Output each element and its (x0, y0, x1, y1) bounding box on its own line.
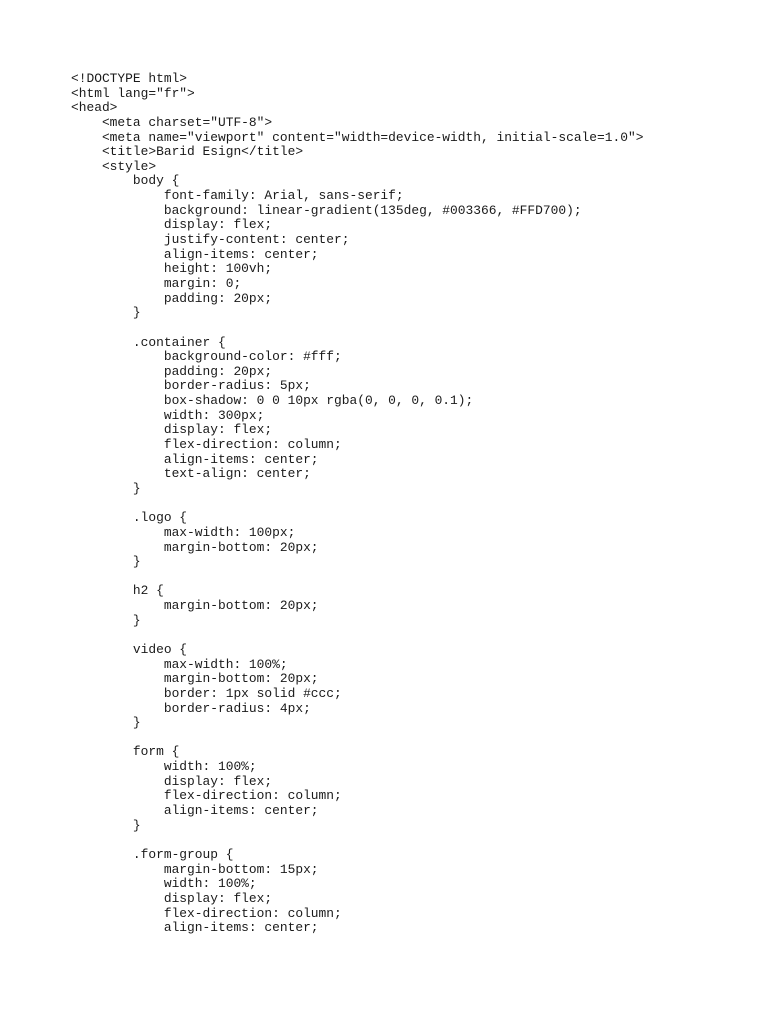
code-line: .container { (71, 334, 226, 350)
code-line (71, 628, 643, 643)
code-line: <head> (71, 100, 118, 116)
code-line: margin-bottom: 15px; (71, 861, 319, 877)
code-line: display: flex; (71, 422, 273, 438)
code-listing (71, 72, 643, 936)
code-line: video { (71, 641, 188, 657)
code-line: } (71, 817, 141, 833)
code-line: width: 100%; (71, 759, 257, 775)
code-line: border-radius: 5px; (71, 378, 311, 394)
code-line: align-items: center; (71, 451, 319, 467)
code-line: align-items: center; (71, 803, 319, 819)
code-line: <meta charset="UTF-8"> (71, 114, 273, 130)
code-line: display: flex; (71, 217, 273, 233)
code-line: align-items: center; (71, 920, 319, 936)
code-line: box-shadow: 0 0 10px rgba(0, 0, 0, 0.1); (71, 393, 474, 409)
code-line: <meta name="viewport" content="width=device-width, initial-scale=1.0"> (71, 129, 644, 145)
code-line: margin-bottom: 20px; (71, 671, 319, 687)
code-line: } (71, 715, 141, 731)
code-line: padding: 20px; (71, 290, 273, 306)
code-line: <style> (71, 158, 157, 174)
code-line: flex-direction: column; (71, 437, 342, 453)
code-line (71, 321, 643, 336)
code-line: align-items: center; (71, 246, 319, 262)
code-line: display: flex; (71, 890, 273, 906)
code-line: flex-direction: column; (71, 788, 342, 804)
code-line: max-width: 100px; (71, 524, 296, 540)
code-line: .form-group { (71, 846, 234, 862)
code-line: h2 { (71, 583, 164, 599)
code-line: text-align: center; (71, 466, 311, 482)
code-line (71, 731, 643, 746)
code-line: <title>Barid Esign</title> (71, 144, 304, 160)
code-line: .logo { (71, 510, 188, 526)
code-line: body { (71, 173, 180, 189)
code-line: font-family: Arial, sans-serif; (71, 188, 404, 204)
code-line: justify-content: center; (71, 232, 350, 248)
code-line: padding: 20px; (71, 363, 273, 379)
code-line: width: 100%; (71, 876, 257, 892)
code-line: } (71, 612, 141, 628)
code-line: form { (71, 744, 180, 760)
code-line: display: flex; (71, 773, 273, 789)
code-line: background-color: #fff; (71, 349, 342, 365)
code-line: <html lang="fr"> (71, 85, 195, 101)
code-line: width: 300px; (71, 407, 265, 423)
code-line: border: 1px solid #ccc; (71, 685, 342, 701)
code-line: max-width: 100%; (71, 656, 288, 672)
code-line: } (71, 305, 141, 321)
code-line: border-radius: 4px; (71, 700, 311, 716)
code-line: margin: 0; (71, 275, 242, 291)
code-line: height: 100vh; (71, 261, 273, 277)
code-line: } (71, 554, 141, 570)
code-line: } (71, 480, 141, 496)
code-line: background: linear-gradient(135deg, #003366, #FFD700); (71, 202, 582, 218)
code-line: <!DOCTYPE html> (71, 71, 188, 86)
code-line (71, 497, 643, 512)
code-line: margin-bottom: 20px; (71, 598, 319, 614)
code-line: flex-direction: column; (71, 905, 342, 921)
code-line (71, 833, 643, 848)
code-line (71, 570, 643, 585)
code-line: margin-bottom: 20px; (71, 539, 319, 555)
